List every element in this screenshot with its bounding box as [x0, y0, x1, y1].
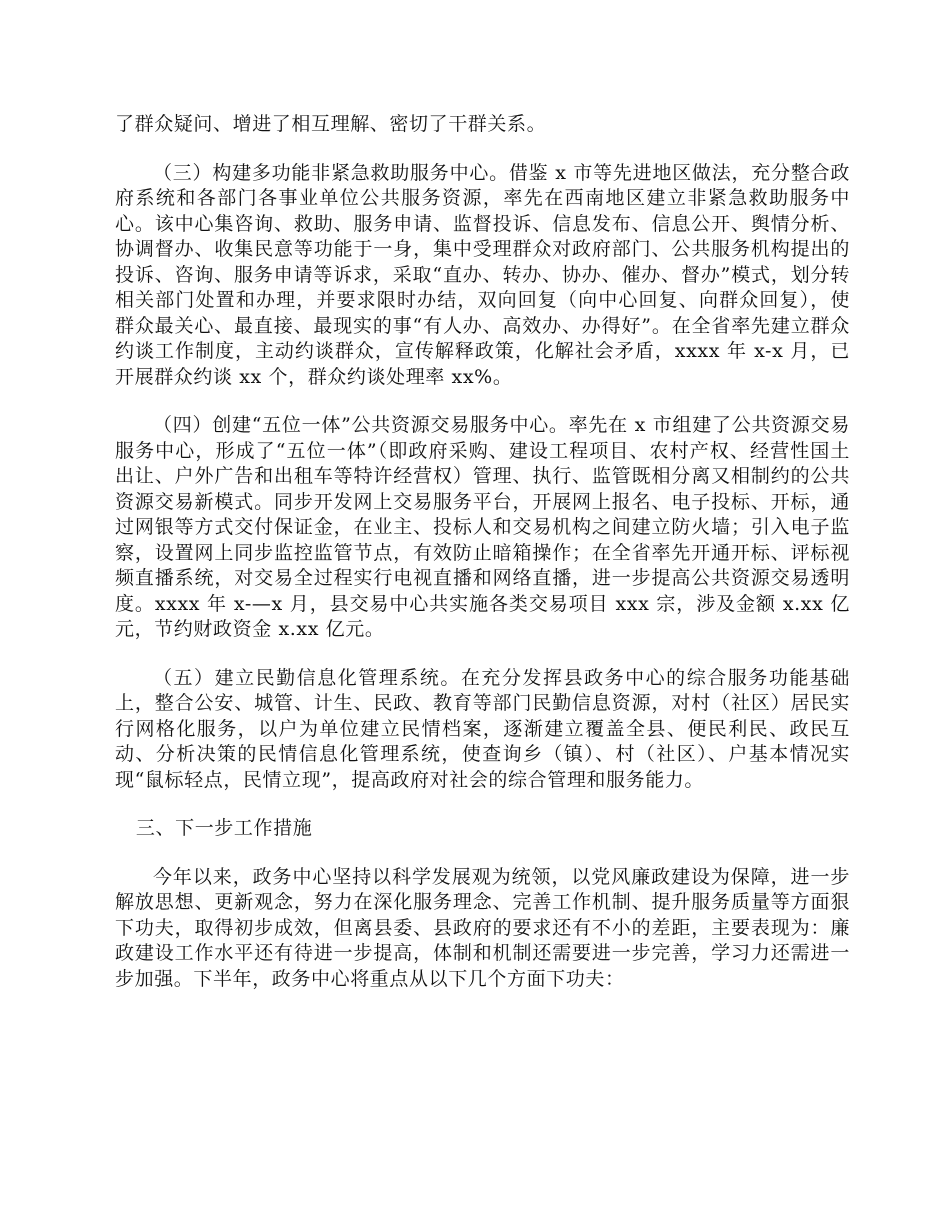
- document-body: [115, 112, 850, 1015]
- paragraph-next-steps-intro: 今年以来，政务中心坚持以科学发展观为统领，以党风廉政建设为保障，进一步解放思想、更新观念，努力在深化服务理念、完善工作机制、提升服务质量等方面狠下功夫，取得初步成效，但离县委、县政府的要求还有不小的差距，主要表现为：廉政建设工作水平还有待进一步提高，体制和机制还需要进一步完善，学习力还需进一步加强。下半年，政务中心将重点从以下几个方面下功夫：: [115, 865, 850, 990]
- paragraph-section-3: （三）构建多功能非紧急救助服务中心。借鉴 x 市等先进地区做法，充分整合政府系统和各部门各事业单位公共服务资源，率先在西南地区建立非紧急救助服务中心。该中心集咨询、救助、服务申请、监督投诉、信息发布、信息公开、舆情分析、协调督办、收集民意等功能于一身，集中受理群众对政府部门、公共服务机构提出的投诉、咨询、服务申请等诉求，采取“直办、转办、协办、催办、督办”模式，划分转相关部门处置和办理，并要求限时办结，双向回复（向中心回复、向群众回复），使群众最关心、最直接、最现实的事“有人办、高效办、办得好”。在全省率先建立群众约谈工作制度，主动约谈群众，宣传解释政策，化解社会矛盾，xxxx 年 x-x 月，已开展群众约谈 xx 个，群众约谈处理率 xx%。: [115, 161, 850, 388]
- section-heading-next-steps: 三、下一步工作措施: [135, 817, 313, 839]
- paragraph-section-4: （四）创建“五位一体”公共资源交易服务中心。率先在 x 市组建了公共资源交易服务中心，形成了“五位一体”（即政府采购、建设工程项目、农村产权、经营性国土出让、户外广告和出租车等特许经营权）管理、执行、监管既相分离又相制约的公共资源交易新模式。同步开发网上交易服务平台，开展网上报名、电子投标、开标，通过网银等方式交付保证金，在业主、投标人和交易机构之间建立防火墙；引入电子监察，设置网上同步监控监管节点，有效防止暗箱操作；在全省率先开通开标、评标视频直播系统，对交易全过程实行电视直播和网络直播，进一步提高公共资源交易透明度。xxxx 年 x-—x 月，县交易中心共实施各类交易项目 xxx 宗，涉及金额 x.xx 亿元，节约财政资金 x.xx 亿元。: [115, 414, 850, 640]
- paragraph-section-5: （五）建立民勤信息化管理系统。在充分发挥县政务中心的综合服务功能基础上，整合公安、城管、计生、民政、教育等部门民勤信息资源，对村（社区）居民实行网格化服务，以户为单位建立民情档案，逐渐建立覆盖全县、便民利民、政民互动、分析决策的民情信息化管理系统，使查询乡（镇）、村（社区）、户基本情况实现“鼠标轻点，民情立现”，提高政府对社会的综合管理和服务能力。: [115, 666, 850, 791]
- paragraph-continuation: 了群众疑问、增进了相互理解、密切了干群关系。: [115, 113, 547, 135]
